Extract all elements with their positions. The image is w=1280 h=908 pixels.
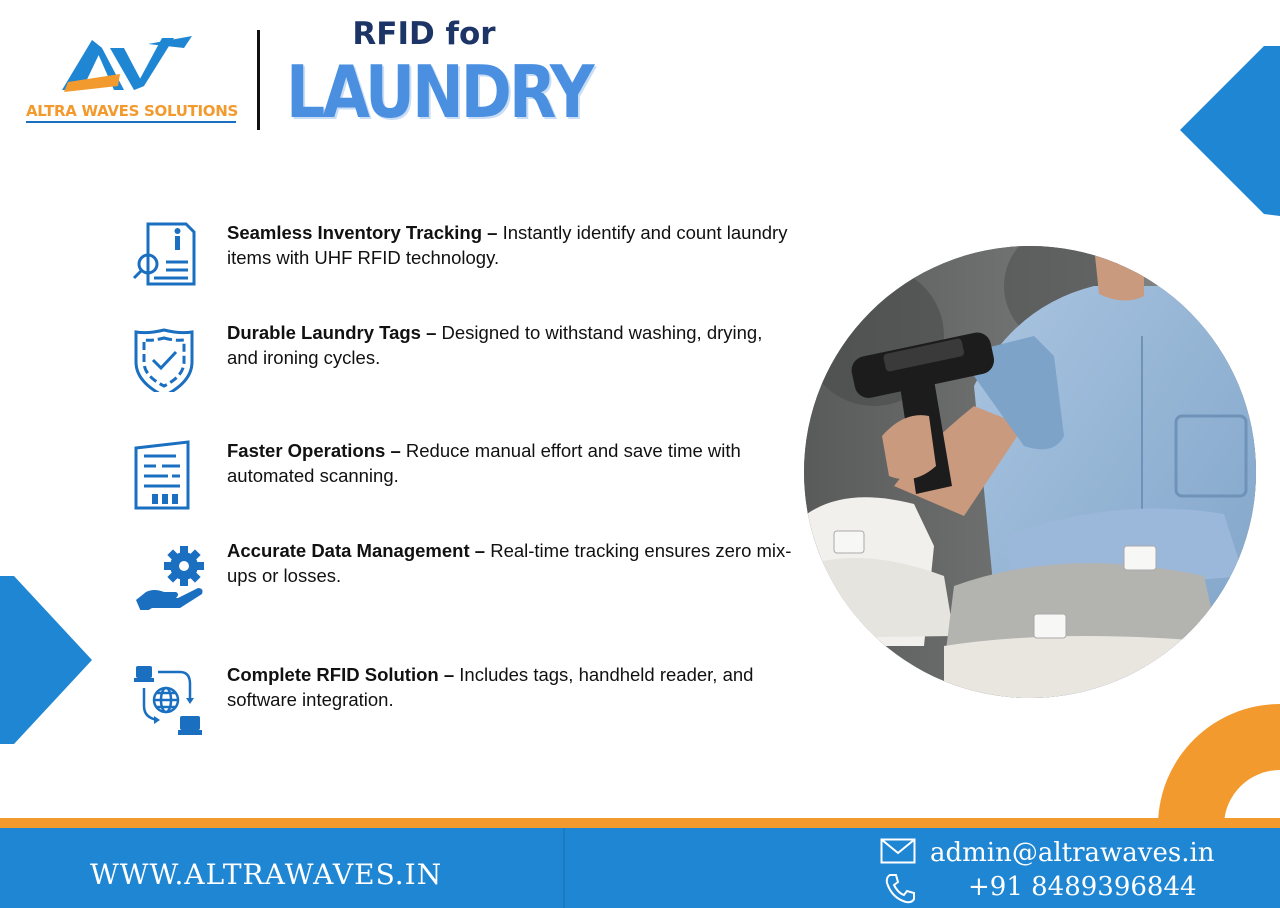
feature-item	[132, 538, 792, 618]
feature-text	[227, 320, 792, 370]
feature-item	[132, 220, 792, 300]
envelope-icon	[880, 838, 916, 864]
feature-title: Complete RFID Solution –	[227, 664, 455, 685]
feature-description: Designed to withstand washing, drying, and ironing cycles.	[227, 322, 763, 368]
feature-text	[227, 538, 792, 588]
feature-item	[132, 662, 792, 742]
network-computers-icon	[132, 662, 208, 738]
feature-title: Accurate Data Management –	[227, 540, 486, 561]
feature-description: Real-time tracking ensures zero mix-ups or losses.	[227, 540, 792, 586]
brand-logo	[22, 28, 242, 128]
website-link[interactable]: WWW.ALTRAWAVES.IN	[90, 858, 443, 891]
feature-text	[227, 220, 792, 270]
hand-gear-icon	[132, 538, 208, 610]
email-link[interactable]: admin@altrawaves.in	[930, 838, 1215, 868]
title-subheading: RFID for	[352, 16, 496, 52]
title-heading: LAUNDRY	[286, 50, 592, 134]
decor-orange-arc	[1158, 704, 1280, 824]
building-document-icon	[132, 438, 208, 510]
feature-item	[132, 438, 792, 518]
feature-description: Instantly identify and count laundry items with UHF RFID technology.	[227, 222, 788, 268]
feature-title: Seamless Inventory Tracking –	[227, 222, 498, 243]
footer-divider	[563, 828, 565, 908]
brand-name: ALTRA WAVES SOLUTIONS	[26, 102, 239, 120]
aw-logo-mark-icon	[62, 34, 222, 96]
feature-text	[227, 662, 792, 712]
feature-title: Faster Operations –	[227, 440, 401, 461]
brand-underline	[26, 121, 236, 123]
feature-description: Includes tags, handheld reader, and software integration.	[227, 664, 754, 710]
feature-description: Reduce manual effort and save time with automated scanning.	[227, 440, 741, 486]
header-divider	[257, 30, 260, 130]
phone-icon	[884, 872, 916, 904]
decor-left-chevron	[0, 576, 92, 744]
feature-text	[227, 438, 792, 488]
phone-link[interactable]: +91 8489396844	[968, 872, 1197, 902]
feature-item	[132, 320, 792, 400]
feature-title: Durable Laundry Tags –	[227, 322, 437, 343]
footer-bar	[0, 828, 1280, 908]
decor-right-chevron	[1180, 46, 1280, 216]
document-search-icon	[132, 220, 208, 292]
laundry-rfid-photo	[804, 246, 1256, 698]
shield-check-icon	[132, 320, 208, 392]
